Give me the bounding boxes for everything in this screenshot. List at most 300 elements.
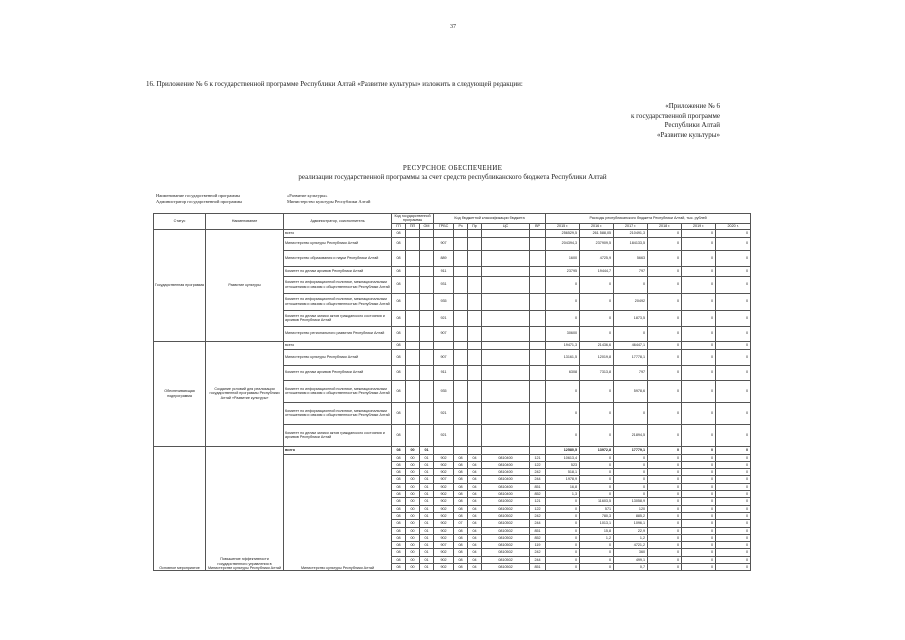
header-subcolumn: ГРБС <box>434 223 454 229</box>
code-cell: 0810400 <box>482 483 530 490</box>
code-cell: 0810502 <box>482 534 530 541</box>
code-cell: 08 <box>392 491 406 498</box>
expense-cell: 0 <box>648 534 682 541</box>
code-cell: 01 <box>420 491 434 498</box>
code-cell: 902 <box>434 556 454 563</box>
expense-cell: 19471,3 <box>546 341 580 349</box>
expense-cell: 0 <box>614 483 648 490</box>
code-cell: 04 <box>468 454 482 461</box>
code-cell: 0810400 <box>482 461 530 468</box>
expense-cell: 0 <box>716 483 751 490</box>
code-cell: 902 <box>434 534 454 541</box>
table-cell <box>468 310 482 326</box>
header-row <box>154 214 751 224</box>
expense-cell: 797 <box>614 266 648 276</box>
table-cell <box>482 446 530 454</box>
code-cell: 242 <box>530 512 546 519</box>
table-cell <box>530 424 546 446</box>
table-cell <box>530 250 546 266</box>
meta-value: Министерство культуры Республики Алтай <box>287 199 371 204</box>
expense-cell: 0 <box>546 293 580 310</box>
expense-cell: 261 588,05 <box>580 229 614 237</box>
table-cell <box>454 341 468 349</box>
grbs-cell: 911 <box>434 365 454 380</box>
header-subcolumn: 2016 г. <box>580 223 614 229</box>
code-cell: 04 <box>468 556 482 563</box>
table-cell <box>454 276 468 293</box>
code-cell: 04 <box>468 483 482 490</box>
admin-cell: Комитет по информационной политике, межнациональным отношениям и связям с общественностью Республики Алтай <box>284 402 392 424</box>
table-row <box>154 229 751 237</box>
expense-cell: 0 <box>682 534 716 541</box>
code-cell: 851 <box>530 564 546 571</box>
expense-cell: 0 <box>546 534 580 541</box>
expense-cell: 0 <box>648 454 682 461</box>
expense-cell: 0 <box>648 293 682 310</box>
gp-code-cell: 08 <box>392 293 406 310</box>
code-cell: 902 <box>434 549 454 556</box>
grbs-cell <box>434 341 454 349</box>
table-cell <box>530 341 546 349</box>
code-cell: 00 <box>406 542 420 549</box>
expense-cell: 1,2 <box>580 534 614 541</box>
gp-code-cell: 08 <box>392 424 406 446</box>
expense-cell: 46447,1 <box>614 341 648 349</box>
expense-cell: 0 <box>682 549 716 556</box>
grbs-cell: 921 <box>434 424 454 446</box>
table-cell <box>530 349 546 365</box>
expense-cell: 1013,1 <box>580 520 614 527</box>
table-cell <box>468 365 482 380</box>
code-cell: 907 <box>434 542 454 549</box>
gp-code-cell: 08 <box>392 326 406 341</box>
code-cell: 0810502 <box>482 498 530 505</box>
expense-cell: 0 <box>648 250 682 266</box>
expense-cell: 0 <box>546 542 580 549</box>
expense-cell: 0 <box>614 454 648 461</box>
code-cell: 08 <box>454 491 468 498</box>
expense-cell: 237909,5 <box>580 237 614 250</box>
om-code-cell: 01 <box>420 446 434 454</box>
header-subcolumn: ЦС <box>482 223 530 229</box>
code-cell: 08 <box>454 549 468 556</box>
code-cell: 119 <box>530 542 546 549</box>
code-cell: 00 <box>406 491 420 498</box>
code-cell: 01 <box>420 498 434 505</box>
code-cell: 0810502 <box>482 527 530 534</box>
code-cell: 08 <box>454 454 468 461</box>
expense-cell: 0 <box>648 512 682 519</box>
table-cell <box>482 276 530 293</box>
expense-cell: 0 <box>614 276 648 293</box>
code-cell: 08 <box>392 469 406 476</box>
appendix-header <box>631 102 720 140</box>
code-cell: 04 <box>468 564 482 571</box>
intro-text: 16. Приложение № 6 к государственной программе Республики Алтай «Развитие культуры» изложить в следующей редакции: <box>146 80 523 88</box>
status-cell: Основное мероприятие <box>154 446 206 571</box>
code-cell: 01 <box>420 527 434 534</box>
header-subcolumn: ПП <box>406 223 420 229</box>
table-cell <box>420 229 434 237</box>
code-cell: 0810502 <box>482 564 530 571</box>
grbs-cell <box>434 229 454 237</box>
code-cell: 902 <box>434 498 454 505</box>
expense-cell: 780,3 <box>580 512 614 519</box>
expense-cell: 571 <box>580 505 614 512</box>
code-cell: 121 <box>530 498 546 505</box>
code-cell: 121 <box>530 454 546 461</box>
meta-label: Наименование государственной программы <box>156 193 241 198</box>
table-cell <box>420 424 434 446</box>
document-title: РЕСУРСНОЕ ОБЕСПЕЧЕНИЕ <box>402 164 503 172</box>
header-status: Статус <box>154 214 206 230</box>
table-cell <box>454 237 468 250</box>
table-cell <box>468 293 482 310</box>
expense-cell: 22,9 <box>614 527 648 534</box>
expense-cell: 0 <box>716 469 751 476</box>
code-cell: 08 <box>392 564 406 571</box>
code-cell: 902 <box>434 527 454 534</box>
expense-cell: 0 <box>682 310 716 326</box>
table-cell <box>406 250 420 266</box>
code-cell: 08 <box>454 476 468 483</box>
expense-cell: 5663 <box>614 250 648 266</box>
table-cell <box>482 266 530 276</box>
code-cell: 04 <box>468 520 482 527</box>
header-program-code: Код государственной программы <box>392 214 434 224</box>
expense-cell: 0 <box>716 454 751 461</box>
code-cell: 122 <box>530 461 546 468</box>
expense-cell: 0 <box>682 454 716 461</box>
code-cell: 08 <box>454 564 468 571</box>
expense-cell: 0 <box>546 527 580 534</box>
expense-cell: 0 <box>716 326 751 341</box>
expense-cell: 0 <box>648 505 682 512</box>
table-cell <box>420 276 434 293</box>
expense-cell: 0 <box>716 512 751 519</box>
expense-cell: 0 <box>614 491 648 498</box>
expense-cell: 0 <box>580 326 614 341</box>
table-cell <box>468 424 482 446</box>
admin-cell: Комитет по делам записи актов гражданского состояния и архивов Республики Алтай <box>284 310 392 326</box>
expense-cell: 0 <box>682 365 716 380</box>
code-cell: 08 <box>392 461 406 468</box>
code-cell: 0810400 <box>482 454 530 461</box>
expense-cell: 0 <box>716 341 751 349</box>
expense-cell: 797 <box>614 365 648 380</box>
expense-cell: 0 <box>716 266 751 276</box>
gp-code-cell: 08 <box>392 237 406 250</box>
expense-cell: 23795 <box>546 266 580 276</box>
table-cell <box>454 402 468 424</box>
header-subcolumn: 2020 г. <box>716 223 751 229</box>
expense-cell: 0 <box>648 520 682 527</box>
code-cell: 01 <box>420 542 434 549</box>
expense-cell: 0 <box>682 461 716 468</box>
code-cell: 01 <box>420 512 434 519</box>
expense-cell: 0 <box>682 229 716 237</box>
meta-label: Администратор государственной программы <box>156 199 243 204</box>
table-cell <box>420 365 434 380</box>
code-cell: 01 <box>420 483 434 490</box>
code-cell: 00 <box>406 498 420 505</box>
code-cell: 0810400 <box>482 476 530 483</box>
table-cell <box>482 380 530 402</box>
code-cell: 01 <box>420 469 434 476</box>
expense-cell: 0 <box>716 461 751 468</box>
expense-cell: 0 <box>546 556 580 563</box>
table-cell <box>468 276 482 293</box>
grbs-cell: 931 <box>434 276 454 293</box>
expense-cell: 0 <box>580 380 614 402</box>
admin-cell: Комитет по делам записи актов гражданского состояния и архивов Республики Алтай <box>284 424 392 446</box>
gp-code-cell: 08 <box>392 365 406 380</box>
code-cell: 08 <box>454 527 468 534</box>
name-cell: Развитие культуры <box>206 229 284 341</box>
gp-code-cell: 08 <box>392 380 406 402</box>
gp-code-cell: 08 <box>392 310 406 326</box>
expense-cell: 0 <box>614 476 648 483</box>
code-cell: 04 <box>468 491 482 498</box>
code-cell: 04 <box>468 512 482 519</box>
meta-value: «Развитие культуры» <box>287 193 328 198</box>
expense-cell: 0 <box>716 491 751 498</box>
code-cell: 242 <box>530 469 546 476</box>
expense-cell: 0 <box>682 446 716 454</box>
admin-cell: Министерство культуры Республики Алтай <box>284 349 392 365</box>
table-cell <box>406 266 420 276</box>
code-cell: 902 <box>434 512 454 519</box>
expense-cell: 0 <box>580 542 614 549</box>
table-cell <box>420 380 434 402</box>
expense-cell: 0 <box>716 365 751 380</box>
expense-cell: 0 <box>648 556 682 563</box>
code-cell: 00 <box>406 476 420 483</box>
expense-cell: 1,3 <box>546 491 580 498</box>
gp-code-cell: 08 <box>392 229 406 237</box>
expense-cell: 0 <box>682 266 716 276</box>
header-subcolumn: 2019 г. <box>682 223 716 229</box>
gp-code-cell: 08 <box>392 250 406 266</box>
expense-cell: 0 <box>580 491 614 498</box>
appendix-line: «Развитие культуры» <box>656 130 720 139</box>
table-cell <box>482 365 530 380</box>
expense-cell: 0 <box>682 483 716 490</box>
expense-cell: 0 <box>716 229 751 237</box>
code-cell: 244 <box>530 556 546 563</box>
code-cell: 00 <box>406 564 420 571</box>
expense-cell: 0 <box>546 276 580 293</box>
header-name: Наименование <box>206 214 284 230</box>
expense-cell: 4725,9 <box>580 250 614 266</box>
expense-cell: 0 <box>614 469 648 476</box>
table-cell <box>420 326 434 341</box>
expense-cell: 0 <box>648 469 682 476</box>
header-admin: Администратор, соисполнитель <box>284 214 392 230</box>
code-cell: 08 <box>392 534 406 541</box>
table-cell <box>468 326 482 341</box>
code-cell: 04 <box>468 505 482 512</box>
grbs-cell: 911 <box>434 266 454 276</box>
grbs-cell: 921 <box>434 310 454 326</box>
expense-cell: 0 <box>716 542 751 549</box>
code-cell: 08 <box>454 483 468 490</box>
table-cell <box>468 341 482 349</box>
expense-cell: 0 <box>716 237 751 250</box>
code-cell: 907 <box>434 476 454 483</box>
expense-cell: 0 <box>648 483 682 490</box>
expense-cell: 0 <box>716 293 751 310</box>
code-cell: 00 <box>406 461 420 468</box>
code-cell: 01 <box>420 505 434 512</box>
expense-cell: 5978,6 <box>614 380 648 402</box>
code-cell: 01 <box>420 454 434 461</box>
header-subcolumn: 2018 г. <box>648 223 682 229</box>
appendix-line: «Приложение № 6 <box>665 102 720 110</box>
table-cell <box>468 349 482 365</box>
expense-cell: 0 <box>716 276 751 293</box>
code-cell: 244 <box>530 520 546 527</box>
table-cell <box>468 250 482 266</box>
header-subcolumn: 2015 г. <box>546 223 580 229</box>
appendix-line: Республики Алтай <box>664 121 720 129</box>
table-cell <box>454 326 468 341</box>
expense-cell: 6308 <box>546 365 580 380</box>
table-cell <box>530 293 546 310</box>
expense-cell: 1600 <box>546 250 580 266</box>
expense-cell: 20492 <box>614 293 648 310</box>
code-cell: 902 <box>434 491 454 498</box>
name-cell: Повышение эффективности государственного управления в Министерстве культуры Республики Алтай <box>206 446 284 571</box>
expense-cell: 523 <box>546 461 580 468</box>
grbs-cell: 907 <box>434 349 454 365</box>
expense-cell: 0 <box>648 380 682 402</box>
code-cell: 04 <box>468 461 482 468</box>
expense-cell: 885,2 <box>614 512 648 519</box>
table-cell <box>420 349 434 365</box>
code-cell: 0810502 <box>482 505 530 512</box>
expense-cell: 17778,1 <box>614 349 648 365</box>
admin-cell: Комитет по делам архивов Республики Алтай <box>284 266 392 276</box>
code-cell: 08 <box>392 454 406 461</box>
expense-cell: 360 <box>614 549 648 556</box>
expense-cell: 0 <box>716 250 751 266</box>
table-cell <box>454 250 468 266</box>
status-cell: Обеспечивающая подпрограмма <box>154 341 206 446</box>
expense-cell: 0 <box>648 476 682 483</box>
header-classification: Код бюджетной классификации бюджета <box>434 214 546 224</box>
expense-cell: 0 <box>580 402 614 424</box>
header-expenses: Расходы республиканского бюджета Республики Алтай, тыс. рублей <box>546 214 751 224</box>
expense-cell: 12580,5 <box>546 446 580 454</box>
code-cell: 08 <box>392 512 406 519</box>
grbs-cell: 921 <box>434 402 454 424</box>
code-cell: 01 <box>420 534 434 541</box>
expense-cell: 0 <box>648 349 682 365</box>
expense-cell: 0 <box>546 402 580 424</box>
table-cell <box>482 424 530 446</box>
code-cell: 08 <box>454 556 468 563</box>
expense-cell: 0 <box>682 293 716 310</box>
expense-cell: 1,2 <box>614 534 648 541</box>
table-cell <box>530 326 546 341</box>
gp-code-cell: 08 <box>392 402 406 424</box>
expense-cell: 0 <box>648 229 682 237</box>
table-cell <box>468 229 482 237</box>
admin-cell: Комитет по делам архивов Республики Алтай <box>284 365 392 380</box>
expense-cell: 0 <box>580 310 614 326</box>
code-cell: 902 <box>434 483 454 490</box>
code-cell: 00 <box>406 483 420 490</box>
header-subcolumn: Рз <box>454 223 468 229</box>
table-cell <box>530 310 546 326</box>
table-cell <box>420 250 434 266</box>
header-subcolumn: ВР <box>530 223 546 229</box>
expense-cell: 0 <box>682 250 716 266</box>
expense-cell: 0 <box>682 476 716 483</box>
expense-cell: 13058,9 <box>614 498 648 505</box>
code-cell: 08 <box>454 505 468 512</box>
table-cell <box>454 349 468 365</box>
expense-cell: 0 <box>648 237 682 250</box>
header-subcolumn: Пр <box>468 223 482 229</box>
expense-cell: 0 <box>716 556 751 563</box>
expense-cell: 0 <box>682 380 716 402</box>
code-cell: 01 <box>420 476 434 483</box>
grbs-cell: 935 <box>434 380 454 402</box>
expense-cell: 0 <box>546 380 580 402</box>
expense-cell: 0 <box>648 491 682 498</box>
expense-cell: 0 <box>648 549 682 556</box>
expense-cell: 0 <box>648 461 682 468</box>
expense-cell: 0 <box>546 498 580 505</box>
code-cell: 08 <box>454 534 468 541</box>
code-cell: 00 <box>406 520 420 527</box>
table-cell <box>482 237 530 250</box>
admin-cell: Комитет по информационной политике, межнациональным отношениям и связям с общественностью Республики Алтай <box>284 380 392 402</box>
expense-cell: 1873,5 <box>614 310 648 326</box>
admin-cell: всего <box>284 229 392 237</box>
expense-cell: 0 <box>682 564 716 571</box>
expense-cell: 4721,2 <box>614 542 648 549</box>
expense-cell: 0 <box>716 349 751 365</box>
expense-cell: 0 <box>580 564 614 571</box>
expense-cell: 0 <box>614 461 648 468</box>
code-cell: 08 <box>454 461 468 468</box>
code-cell: 902 <box>434 564 454 571</box>
total-row <box>154 446 751 454</box>
expense-cell: 0 <box>716 424 751 446</box>
resource-table <box>153 213 751 571</box>
expense-cell: 0 <box>716 534 751 541</box>
expense-cell: 0 <box>648 276 682 293</box>
code-cell: 244 <box>530 476 546 483</box>
gp-code-cell: 08 <box>392 349 406 365</box>
code-cell: 851 <box>530 527 546 534</box>
expense-cell: 0 <box>580 556 614 563</box>
table-cell <box>530 237 546 250</box>
table-cell <box>406 293 420 310</box>
expense-cell: 0 <box>546 549 580 556</box>
expense-cell: 21436,6 <box>580 341 614 349</box>
expense-cell: 0 <box>682 349 716 365</box>
expense-cell: 0 <box>682 505 716 512</box>
expense-cell: 0 <box>546 512 580 519</box>
table-cell <box>406 349 420 365</box>
code-cell: 00 <box>406 534 420 541</box>
code-cell: 08 <box>392 476 406 483</box>
pp-code-cell: 00 <box>406 446 420 454</box>
